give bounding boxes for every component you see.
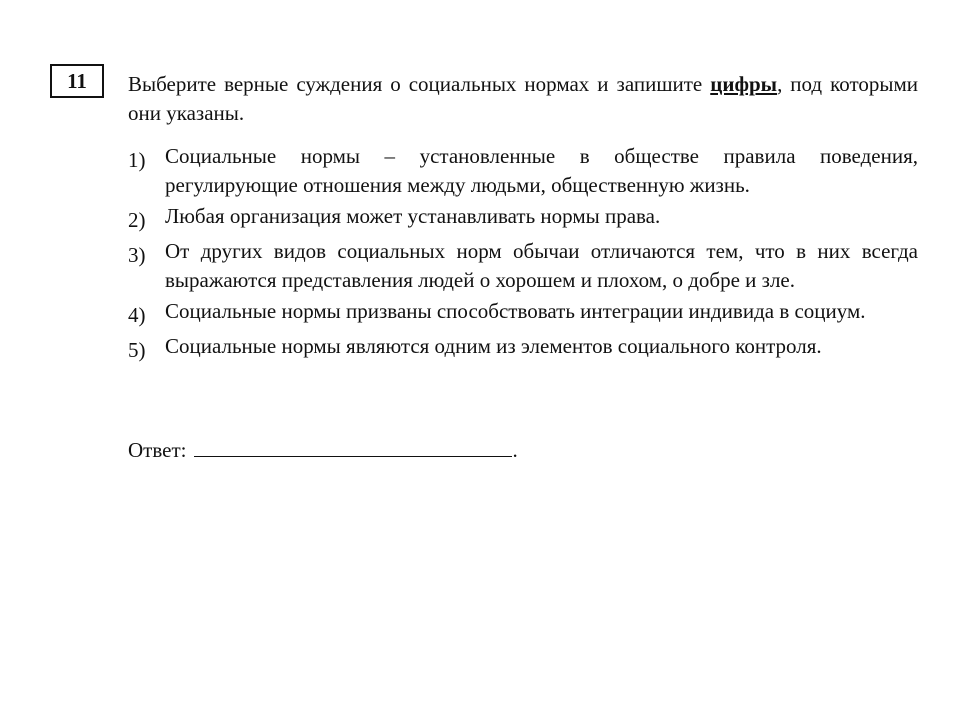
answer-label: Ответ:	[128, 438, 187, 462]
option-number: 4)	[128, 303, 146, 327]
option-number: 1)	[128, 148, 146, 172]
question-text	[128, 70, 918, 128]
option-2	[128, 202, 918, 235]
question-keyword: цифры	[710, 72, 778, 96]
option-text: Социальные нормы призваны способствовать интеграции индивида в социум.	[165, 299, 866, 323]
option-number: 5)	[128, 338, 146, 362]
question-prompt-start: Выберите верные суждения о социальных нормах и запишите	[128, 72, 711, 96]
answer-blank[interactable]	[194, 436, 512, 457]
option-text: Социальные нормы – установленные в обществе правила поведения, регулирующие отношения между людьми, общественную жизнь.	[165, 144, 918, 197]
option-text: Любая организация может устанавливать нормы права.	[165, 204, 661, 228]
option-text: Социальные нормы являются одним из элементов социального контроля.	[165, 334, 822, 358]
answer-row	[128, 436, 518, 465]
task-number: 11	[67, 68, 87, 93]
task-number-box	[50, 64, 104, 98]
option-1	[128, 142, 918, 200]
option-number: 3)	[128, 243, 146, 267]
option-3	[128, 237, 918, 295]
option-number: 2)	[128, 208, 146, 232]
option-text: От других видов социальных норм обычаи отличаются тем, что в них всегда выражаются представления людей о хорошем и плохом, о добре и зле.	[165, 239, 918, 292]
answer-period: .	[512, 438, 518, 462]
option-5	[128, 332, 918, 365]
question-prompt-end: , под которыми они указаны.	[128, 72, 919, 125]
option-4	[128, 297, 918, 330]
options-list	[128, 142, 918, 367]
